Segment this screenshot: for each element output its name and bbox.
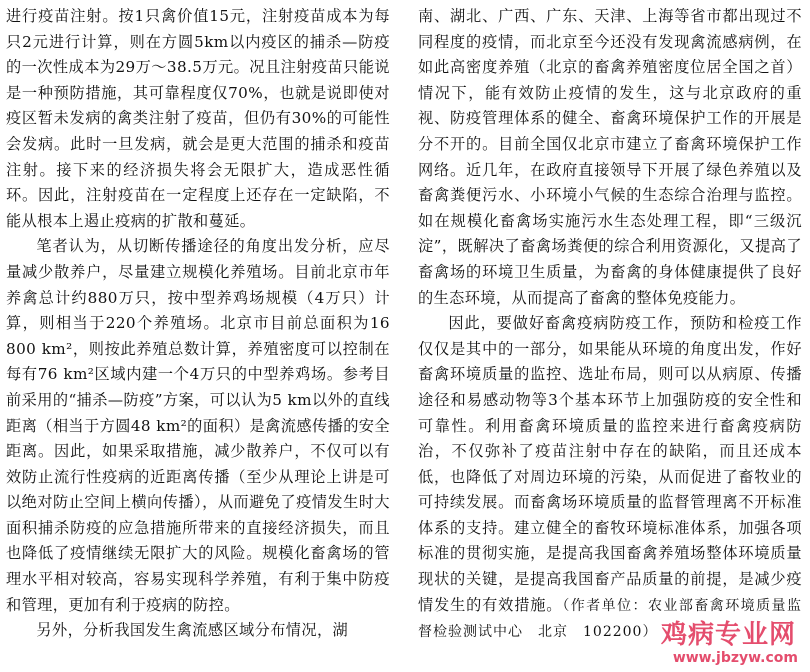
left-paragraph-2: 笔者认为，从切断传播途径的角度出发分析，应尽量减少散养户，尽量建立规模化养殖场。目前北京市年养禽总计约880万只，按中型养鸡场规模（4万只）计算，则相当于220个养殖场。北京市目前总面积为16 800 km²，则按此养殖总数计算，养殖密度可以控制在每有76 km²区域内建一个4万只的中型养鸡场。参考目前采用的“捕杀—防疫”方案，可以认为5 km以外的直线距离（相当于方圆48 km²的面积）是禽流感传播的安全距离。因此，如果采取措施，减少散养户，不仅可以有效防止流行性疫病的近距离传播（至少从理论上讲是可以绝对防止空间上横向传播），从而避免了疫情发生时大面积捕杀防疫的应急措施所带来的直接经济损失，而且也降低了疫情继续无限扩大的风险。规模化畜禽场的管理水平相对较高，容易实现科学养殖，有利于集中防疫和管理，更加有利于疫病的防控。: [6, 237, 390, 614]
author-affiliation: （作者单位：农业部畜禽环境质量监督检验测试中心 北京 102200）: [418, 597, 803, 641]
right-column: [418, 4, 802, 646]
right-paragraph-2: [418, 311, 802, 646]
left-column: [6, 4, 390, 644]
watermark-title: 鸡病专业网: [660, 620, 796, 650]
right-paragraph-2-text: 因此，要做好畜禽疫病防疫工作，预防和检疫工作仅仅是其中的一部分，如果能从环境的角度出发，作好畜禽环境质量的监控、选址布局，则可以从病原、传播途径和易感动物等3个基本环节上加强防疫的安全性和可靠性。利用畜禽环境质量的监控来进行畜禽疫病防治，不仅弥补了疫苗注射中存在的缺陷，而且还成本低，也降低了对周边环境的污染，从而促进了畜牧业的可持续发展。而畜禽场环境质量的监督管理离不开标准体系的支持。建立健全的畜牧环境标准体系，加强各项标准的贯彻实施，是提高我国畜禽养殖场整体环境质量现状的关键，是提高我国畜产品质量的前提，是减少疫情发生的有效措施。: [418, 314, 802, 614]
right-paragraph-1-text: 南、湖北、广西、广东、天津、上海等省市都出现过不同程度的疫情，而北京至今还没有发现禽流感病例，在如此高密度养殖（北京的畜禽养殖密度位居全国之首）情况下，能有效防止疫情的发生，这与北京政府的重视、防疫管理体系的健全、畜禽环境保护工作的开展是分不开的。目前全国仅北京市建立了畜禽环境保护工作网络。近几年，在政府直接领导下开展了绿色养殖以及畜禽粪便污水、小环境小气候的生态综合治理与监控。如在规模化畜禽场实施污水生态处理工程，即“三级沉淀”，既解决了畜禽场粪便的综合利用资源化，又提高了畜禽场的环境卫生质量，为畜禽的身体健康提供了良好的生态环境，从而提高了畜禽的整体免疫能力。: [418, 7, 802, 307]
site-watermark: [652, 614, 802, 666]
left-paragraph-3: 另外，分析我国发生禽流感区域分布情况，湖: [36, 621, 349, 640]
right-paragraph-1: [418, 4, 802, 311]
watermark-url: www.jbzyw.com: [672, 650, 798, 666]
left-paragraph-1: 进行疫苗注射。按1只禽价值15元，注射疫苗成本为每只2元进行计算，则在方圆5km以内疫区的捕杀—防疫的一次性成本为29万～38.5万元。况且注射疫苗只能说是一种预防措施，其可靠程度仅70%，也就是说即使对疫区暂未发病的禽类注射了疫苗，但仍有30%的可能性会发病。此时一旦发病，就会是更大范围的捕杀和疫苗注射。接下来的经济损失将会无限扩大，造成恶性循环。因此，注射疫苗在一定程度上还存在一定缺陷，不能从根本上遏止疫病的扩散和蔓延。: [6, 7, 390, 230]
